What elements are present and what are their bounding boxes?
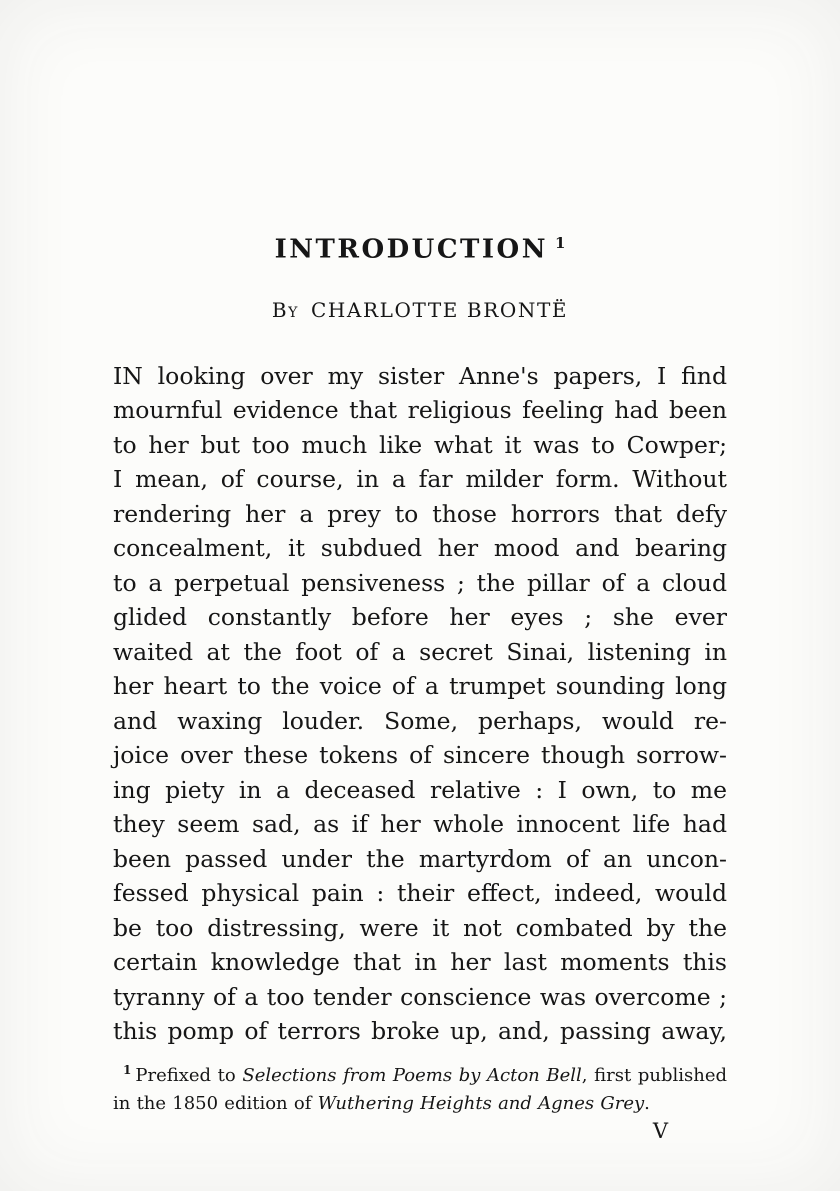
title-text: INTRODUCTION [274,234,548,265]
body-line: IN looking over my sister Anne's papers, I find [113,361,727,390]
page-content [113,0,727,1143]
body-line: rendering her a prey to those horrors that defy [113,499,727,528]
body-line: I mean, of course, in a far milder form. Without [113,465,727,494]
body-line: fessed physical pain : their effect, indeed, would [113,879,727,908]
body-line: ing piety in a deceased relative : I own, to me [113,775,727,804]
page-title [113,228,727,265]
byline-prefix: By [271,297,300,322]
body-line: to a perpetual pensiveness ; the pillar of a cloud [113,568,727,597]
footnote-marker: 1 [123,1062,132,1077]
body-line: concealment, it subdued her mood and bearing [113,534,727,563]
body-line: glided constantly before her eyes ; she ever [113,603,727,632]
body-line: certain knowledge that in her last moments this [113,948,727,977]
body-line: to her but too much like what it was to Cowper; [113,430,727,459]
byline [113,298,727,322]
footnote-text: Prefixed to [135,1064,243,1086]
title-footnote-ref: 1 [554,234,566,252]
body-line: be too distressing, were it not combated by the [113,913,727,942]
byline-author: CHARLOTTE BRONTË [310,297,569,322]
body-line: this pomp of terrors broke up, and, passing away, [113,1017,727,1046]
footnote-text: , first published in the 1850 edition of [113,1064,727,1114]
body-line: tyranny of a too tender conscience was overcome ; [113,982,727,1011]
body-line: joice over these tokens of sincere though sorrow- [113,741,727,770]
body-line: mournful evidence that religious feeling had been [113,396,727,425]
body-line: her heart to the voice of a trumpet sounding long [113,672,727,701]
body-line: and waxing louder. Some, perhaps, would re- [113,706,727,735]
body-line: they seem sad, as if her whole innocent life had [113,810,727,839]
footnote [113,1056,727,1118]
footnote-italic-title: Selections from Poems by Acton Bell [242,1064,582,1086]
body-line: been passed under the martyrdom of an uncon- [113,844,727,873]
footnote-text: . [644,1092,650,1114]
page-number: V [652,1118,669,1143]
body-line: waited at the foot of a secret Sinai, listening in [113,637,727,666]
footnote-italic-title: Wuthering Heights and Agnes Grey [317,1092,645,1114]
body-text [113,359,727,1049]
